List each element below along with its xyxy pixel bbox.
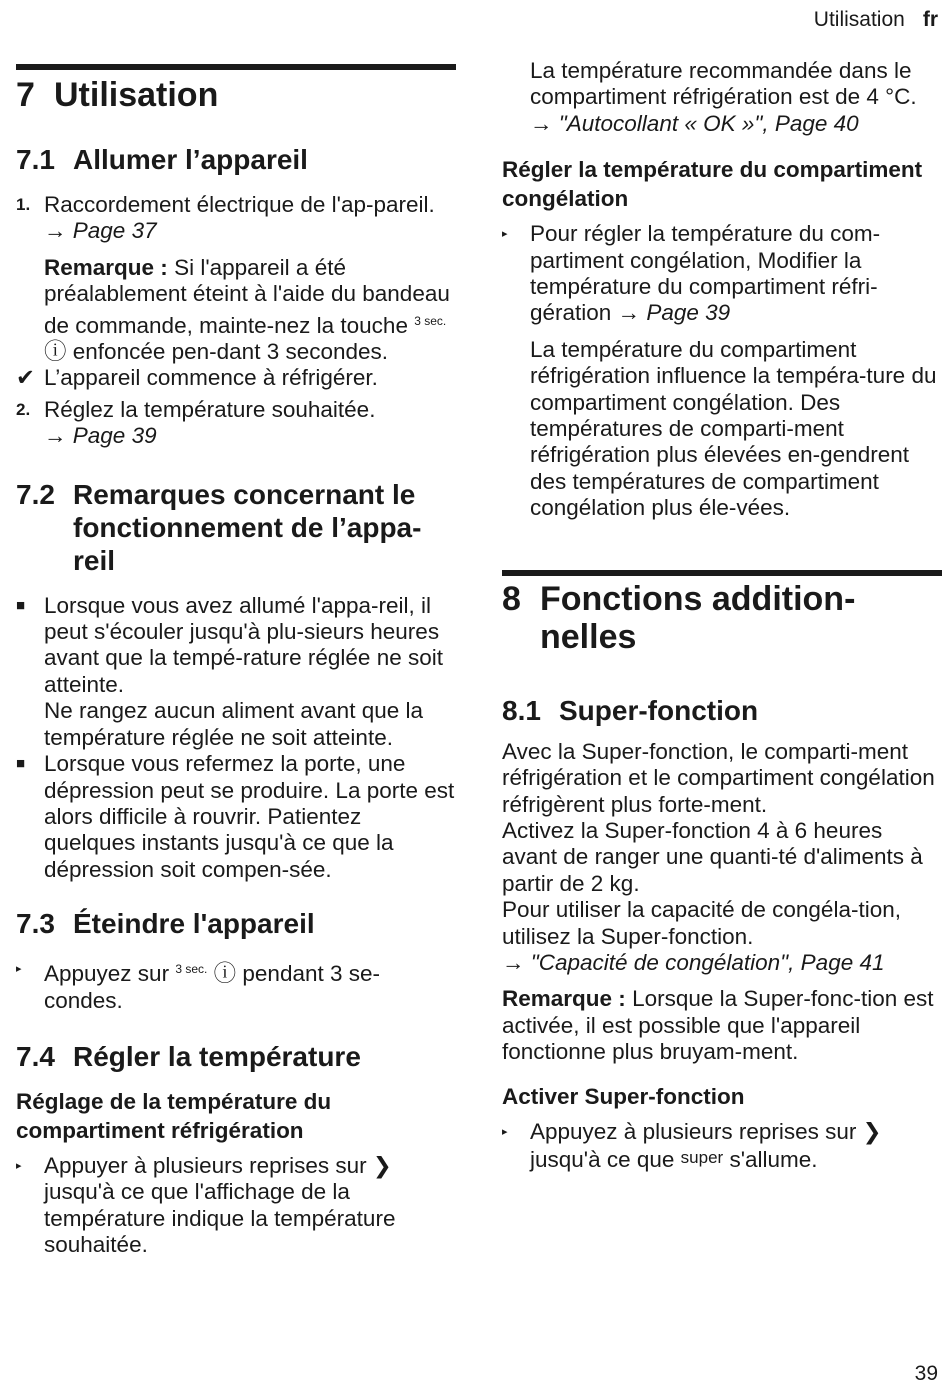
super-para-3: Pour utiliser la capacité de congéla-tion, utilisez la Super-fonction. → "Capacité de congélation", Page 41 [502, 897, 901, 975]
super-indicator: super [680, 1147, 724, 1167]
arrow-icon: → [530, 110, 553, 136]
step-2: 2. Réglez la température souhaitée. → Page 39 [16, 396, 376, 449]
button-label-3sec: 3 sec. [414, 313, 447, 328]
page-link[interactable]: Page 37 [72, 218, 157, 244]
page-link[interactable]: Page 39 [72, 423, 157, 449]
bullet-1: ■ Lorsque vous avez allumé l'appa-reil, il peut s'écouler jusqu'à plu-sieurs heures avant que la tempé-rature réglée ne soit atteinte. Ne rangez aucun aliment avant que la température réglée ne soit atteinte. [16, 592, 443, 750]
super-para-2: Activez la Super-fonction 4 à 6 heures avant de ranger une quanti-té d'aliments à partir de 2 kg. [502, 817, 923, 896]
action-fridge-temp: ▸ Appuyer à plusieurs reprises sur ❯ jusqu'à ce que l'affichage de la température indique la température souhaitée. [16, 1152, 396, 1258]
triangle-icon: ▸ [16, 963, 22, 976]
section-7-4-heading: 7.4 Régler la température [16, 1040, 361, 1072]
header-section: Utilisation [813, 8, 905, 31]
section-8-1-heading: 8.1 Super-fonction [502, 694, 759, 726]
square-bullet-icon: ■ [16, 755, 26, 773]
recommended-temp: La température recommandée dans le compartiment réfrigération est de 4 °C. → "Autocollant « OK »", Page 40 [530, 58, 917, 136]
arrow-icon: → [502, 949, 525, 975]
right-column [502, 58, 942, 1173]
triangle-icon: ▸ [502, 228, 508, 241]
running-header [814, 8, 938, 32]
step-1-number: 1. [16, 195, 31, 214]
triangle-icon: ▸ [502, 1125, 508, 1138]
page-link[interactable]: Page 39 [646, 300, 731, 326]
chevron-right-icon: ❯ [862, 1118, 882, 1144]
result-line: ✔ L’appareil commence à réfrigérer. [16, 365, 378, 391]
arrow-icon: → [44, 423, 67, 449]
triangle-icon: ▸ [16, 1159, 22, 1172]
step-2-number: 2. [16, 399, 31, 419]
step-1: 1. Raccordement électrique de l'ap-pareil. → Page 37 [16, 192, 435, 244]
chapter-7-heading: 7 Utilisation [16, 76, 219, 114]
freezer-info: La température du compartiment réfrigération influence la tempéra-ture du compartiment congélation. Des températures de comparti-ment réfrigération plus élevées en-gendrent des températures de compartiment congélation plus éle-vées. [530, 336, 937, 521]
page-link[interactable]: "Autocollant « OK »", Page 40 [558, 110, 859, 136]
page-number: 39 [914, 1362, 938, 1385]
button-label-3sec: 3 sec. [175, 962, 208, 977]
chapter-8-rule [502, 570, 942, 576]
section-7-3-heading: 7.3 Éteindre l'appareil [16, 908, 315, 940]
action-switch-off: ▸ Appuyez sur $^{3 sec.}$ ⓘ pendant 3 se-condes. [16, 956, 456, 1014]
action-freezer-temp: ▸ Pour régler la température du com-partiment congélation, Modifier la température du compartiment réfri-gération → Page 39 [502, 221, 881, 326]
section-7-1-heading: 7.1 Allumer l’appareil [16, 144, 308, 175]
header-language: fr [922, 8, 938, 31]
left-column [16, 0, 456, 1259]
subheading-activate-super: Activer Super-fonction [502, 1083, 745, 1109]
check-icon: ✔ [16, 365, 35, 391]
super-note: Remarque : Lorsque la Super-fonc-tion est activée, il est possible que l'appareil fonctionne plus bruyam-ment. [502, 986, 934, 1065]
arrow-icon: → [617, 300, 641, 326]
arrow-icon: → [44, 218, 67, 244]
chapter-7-rule [16, 64, 456, 70]
power-icon: ⓘ [213, 961, 237, 987]
note-power: Remarque : Si l'appareil a été préalablement éteint à l'aide du bandeau de commande, mainte-nez la touche $^{3 sec.}$ ⓘ enfoncée pen-dant 3 secondes. [44, 254, 450, 365]
page-link[interactable]: "Capacité de congélation", Page 41 [530, 949, 885, 975]
chevron-right-icon: ❯ [372, 1152, 392, 1178]
square-bullet-icon: ■ [16, 596, 26, 614]
chapter-8-heading: 8 Fonctions addition-nelles [502, 579, 856, 656]
super-para-1: Avec la Super-fonction, le comparti-ment réfrigération et le compartiment congélation réfrigèrent plus forte-ment. [502, 738, 935, 817]
power-icon: ⓘ [44, 339, 67, 365]
section-7-2-heading: 7.2 Remarques concernant le fonctionnement de l’appa-reil [16, 478, 422, 576]
subheading-fridge-temp: Réglage de la température du compartiment réfrigération [16, 1088, 332, 1143]
bullet-2: ■ Lorsque vous refermez la porte, une dépression peut se produire. La porte est alors difficile à rouvrir. Patientez quelques instants jusqu'à ce que la dépression soit compen-sée. [16, 751, 455, 882]
action-activate-super: ▸ Appuyez à plusieurs reprises sur ❯ jusqu'à ce que super s'allume. [502, 1118, 882, 1172]
subheading-freezer-temp: Régler la température du compartiment congélation [502, 157, 923, 212]
